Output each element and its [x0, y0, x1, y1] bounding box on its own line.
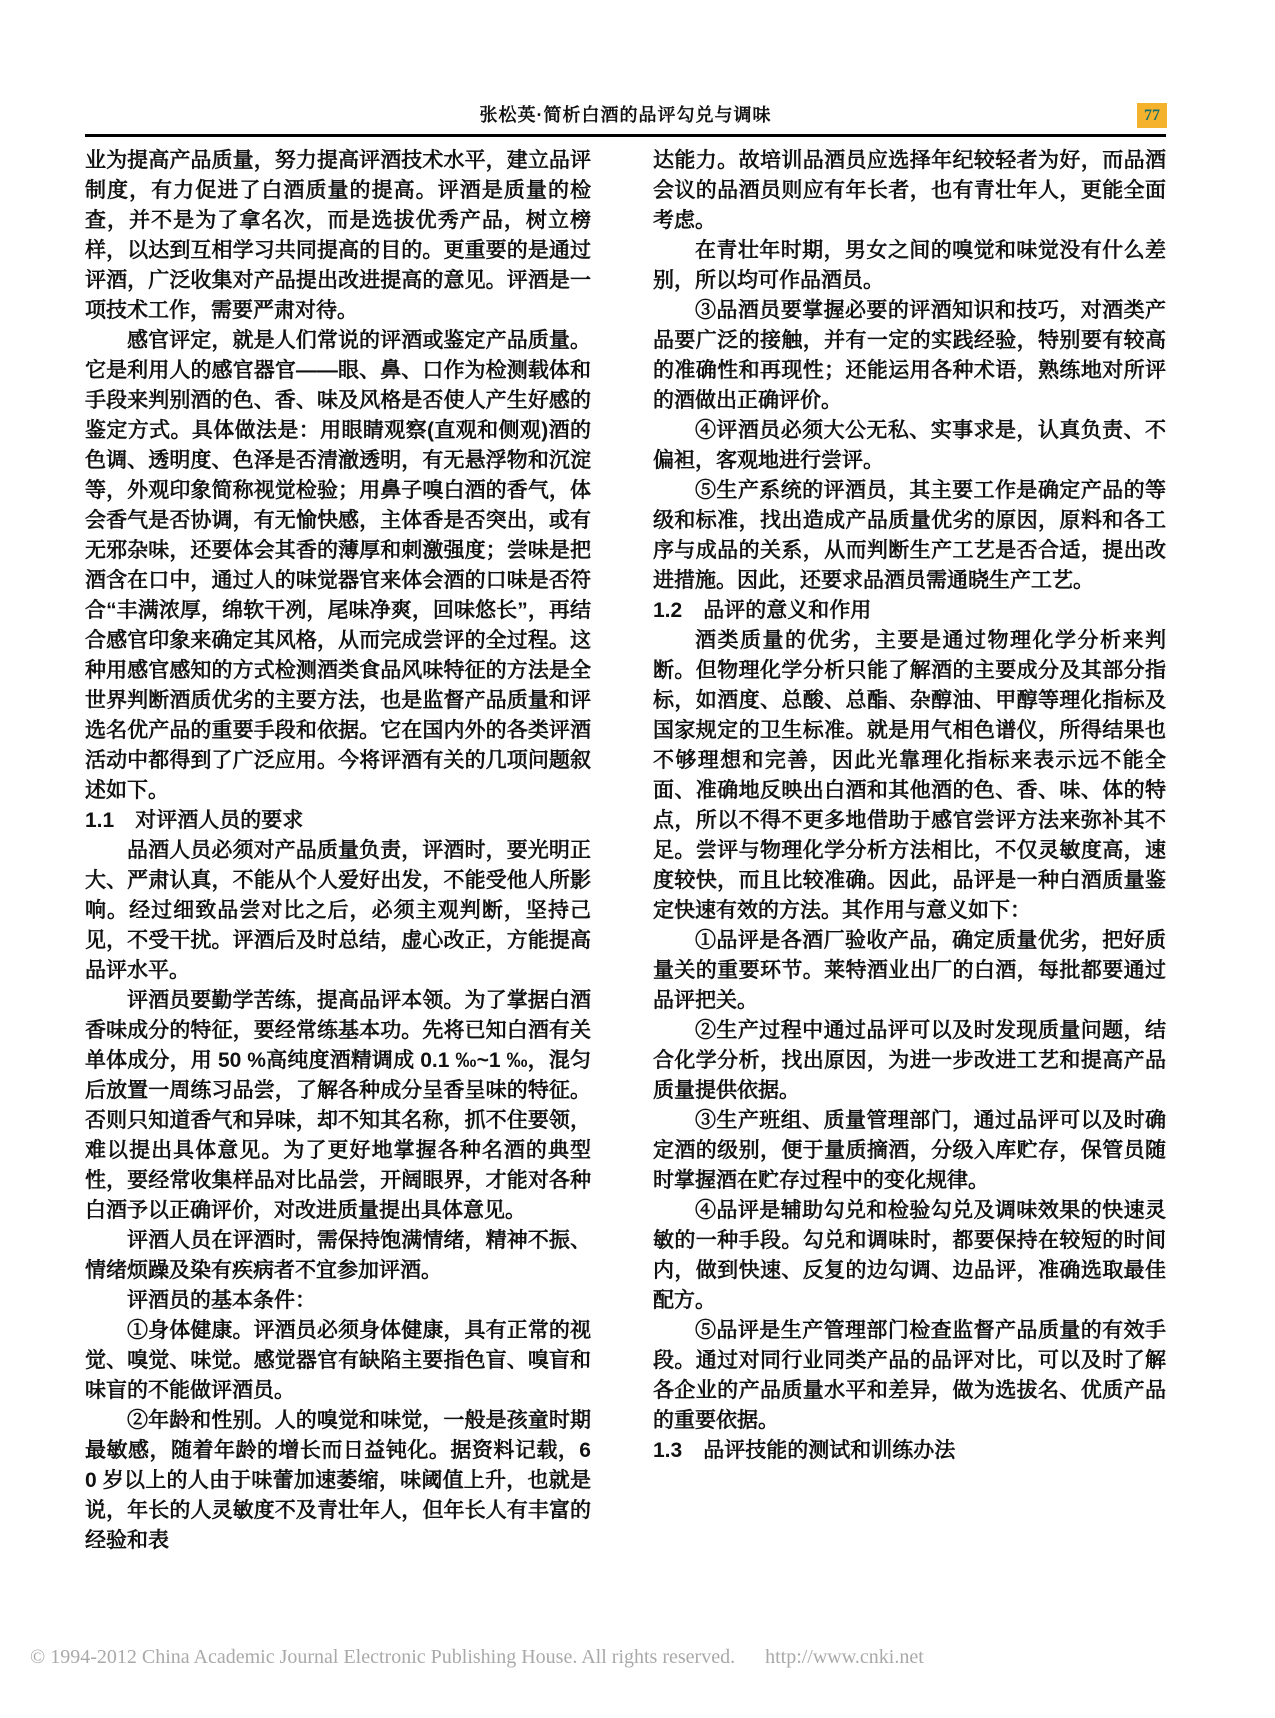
column-left: [85, 146, 591, 1556]
cnki-url: http://www.cnki.net: [765, 1646, 924, 1668]
copyright-text: © 1994-2012 China Academic Journal Electronic Publishing House. All rights reserved.: [30, 1646, 736, 1668]
article-body: [85, 146, 1166, 1556]
paragraph: ②年龄和性别。人的嗅觉和味觉，一般是孩童时期最敏感，随着年龄的增长而日益钝化。据资料记载，60 岁以上的人由于味蕾加速萎缩，味阈值上升，也就是说，年长的人灵敏度不及青壮年人，但年长人有丰富的经验和表: [85, 1409, 591, 1552]
paragraph: 在青壮年时期，男女之间的嗅觉和味觉没有什么差别，所以均可作品酒员。: [653, 239, 1166, 292]
paragraph: ④评酒员必须大公无私、实事求是，认真负责、不偏袒，客观地进行尝评。: [653, 419, 1166, 472]
page-footer: [30, 1646, 924, 1669]
paragraph: 评酒人员在评酒时，需保持饱满情绪，精神不振、情绪烦躁及染有疾病者不宜参加评酒。: [85, 1229, 591, 1282]
paragraph: ③生产班组、质量管理部门，通过品评可以及时确定酒的级别，便于量质摘酒，分级入库贮存，保管员随时掌握酒在贮存过程中的变化规律。: [653, 1109, 1166, 1192]
paragraph: 感官评定，就是人们常说的评酒或鉴定产品质量。它是利用人的感官器官——眼、鼻、口作为检测载体和手段来判别酒的色、香、味及风格是否使人产生好感的鉴定方式。具体做法是：用眼睛观察(直观和侧观)酒的色调、透明度、色泽是否清澈透明，有无悬浮物和沉淀等，外观印象简称视觉检验；用鼻子嗅白酒的香气，体会香气是否协调，有无愉快感，主体香是否突出，或有无邪杂味，还要体会其香的薄厚和刺激强度；尝味是把酒含在口中，通过人的味觉器官来体会酒的口味是否符合“丰满浓厚，绵软干冽，尾味净爽，回味悠长”，再结合感官印象来确定其风格，从而完成尝评的全过程。这种用感官感知的方式检测酒类食品风味特征的方法是全世界判断酒质优劣的主要方法，也是监督产品质量和评选名优产品的重要手段和依据。它在国内外的各类评酒活动中都得到了广泛应用。今将评酒有关的几项问题叙述如下。: [85, 329, 591, 802]
paragraph: 评酒员要勤学苦练，提高品评本领。为了掌据白酒香味成分的特征，要经常练基本功。先将已知白酒有关单体成分，用 50 %高纯度酒精调成 0.1 ‰~1 ‰，混匀后放置一周练习品尝，了解各种成分呈香呈味的特征。否则只知道香气和异味，却不知其名称，抓不住要领，难以提出具体意见。为了更好地掌握各种名酒的典型性，要经常收集样品对比品尝，开阔眼界，才能对各种白酒予以正确评价，对改进质量提出具体意见。: [85, 989, 591, 1222]
paragraph: 品酒人员必须对产品质量负责，评酒时，要光明正大、严肃认真，不能从个人爱好出发，不能受他人所影响。经过细致品尝对比之后，必须主观判断，坚持己见，不受干扰。评酒后及时总结，虚心改正，方能提高品评水平。: [85, 839, 591, 982]
page-number-badge: 77: [1137, 103, 1167, 128]
column-right: [653, 146, 1166, 1556]
paragraph: ①品评是各酒厂验收产品，确定质量优劣，把好质量关的重要环节。莱特酒业出厂的白酒，每批都要通过品评把关。: [653, 929, 1166, 1012]
paragraph: ①身体健康。评酒员必须身体健康，具有正常的视觉、嗅觉、味觉。感觉器官有缺陷主要指色盲、嗅盲和味盲的不能做评酒员。: [85, 1319, 591, 1402]
section-heading: 1.2 品评的意义和作用: [653, 599, 872, 622]
header-rule: [85, 134, 1166, 137]
running-head-title: 张松英·简析白酒的品评勾兑与调味: [479, 105, 772, 125]
paragraph: 达能力。故培训品酒员应选择年纪较轻者为好，而品酒会议的品酒员则应有年长者，也有青壮年人，更能全面考虑。: [653, 149, 1166, 232]
paragraph: ②生产过程中通过品评可以及时发现质量问题，结合化学分析，找出原因，为进一步改进工艺和提高产品质量提供依据。: [653, 1019, 1166, 1102]
section-heading: 1.1 对评酒人员的要求: [85, 809, 304, 832]
paragraph: 评酒员的基本条件：: [127, 1289, 316, 1312]
paragraph: 业为提高产品质量，努力提高评酒技术水平，建立品评制度，有力促进了白酒质量的提高。评酒是质量的检查，并不是为了拿名次，而是选拔优秀产品，树立榜样，以达到互相学习共同提高的目的。更重要的是通过评酒，广泛收集对产品提出改进提高的意见。评酒是一项技术工作，需要严肃对待。: [85, 149, 591, 322]
section-heading: 1.3 品评技能的测试和训练办法: [653, 1439, 956, 1462]
paragraph: ③品酒员要掌握必要的评酒知识和技巧，对酒类产品要广泛的接触，并有一定的实践经验，特别要有较高的准确性和再现性；还能运用各种术语，熟练地对所评的酒做出正确评价。: [653, 299, 1166, 412]
paragraph: ④品评是辅助勾兑和检验勾兑及调味效果的快速灵敏的一种手段。勾兑和调味时，都要保持在较短的时间内，做到快速、反复的边勾调、边品评，准确选取最佳配方。: [653, 1199, 1166, 1312]
paragraph: ⑤品评是生产管理部门检查监督产品质量的有效手段。通过对同行业同类产品的品评对比，可以及时了解各企业的产品质量水平和差异，做为选拔名、优质产品的重要依据。: [653, 1319, 1166, 1432]
paragraph: 酒类质量的优劣，主要是通过物理化学分析来判断。但物理化学分析只能了解酒的主要成分及其部分指标，如酒度、总酸、总酯、杂醇油、甲醇等理化指标及国家规定的卫生标准。就是用气相色谱仪，所得结果也不够理想和完善，因此光靠理化指标来表示远不能全面、准确地反映出白酒和其他酒的色、香、味、体的特点，所以不得不更多地借助于感官尝评方法来弥补其不足。尝评与物理化学分析方法相比，不仅灵敏度高，速度较快，而且比较准确。因此，品评是一种白酒质量鉴定快速有效的方法。其作用与意义如下：: [653, 629, 1166, 922]
paragraph: ⑤生产系统的评酒员，其主要工作是确定产品的等级和标准，找出造成产品质量优劣的原因，原料和各工序与成品的关系，从而判断生产工艺是否合适，提出改进措施。因此，还要求品酒员需通晓生产工艺。: [653, 479, 1166, 592]
page-header: [85, 103, 1166, 129]
